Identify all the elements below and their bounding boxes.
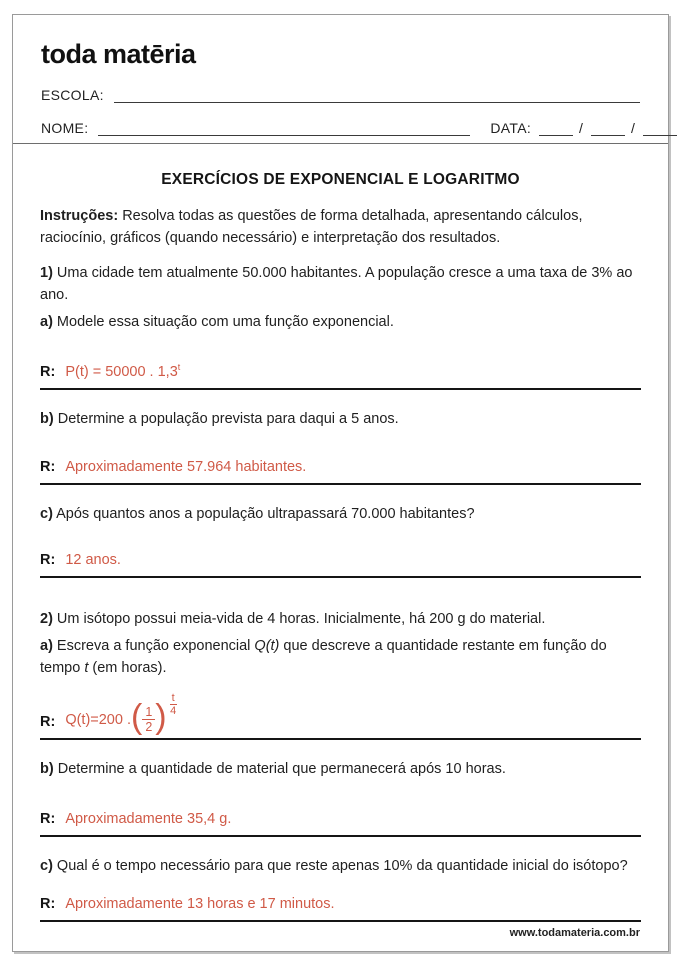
question-2c-label: c) — [40, 857, 53, 874]
name-label: NOME: — [41, 120, 89, 136]
answer-1b-row — [40, 456, 641, 485]
date-month-blank — [591, 122, 625, 136]
close-paren: ) — [155, 698, 167, 737]
exponent-denominator: 4 — [170, 705, 177, 718]
question-2a-label: a) — [40, 637, 53, 654]
question-1b — [40, 408, 641, 430]
name-date-row — [41, 120, 640, 136]
exponent-numerator: t — [171, 691, 175, 704]
answer-1a-value — [65, 361, 180, 383]
question-2c — [40, 855, 641, 877]
fraction-denominator: 2 — [145, 720, 153, 735]
answer-2c-value: Aproximadamente 13 horas e 17 minutos. — [65, 895, 335, 912]
answer-1c-row — [40, 549, 641, 578]
formula-prefix: Q(t)=200 . — [65, 711, 131, 728]
question-1c — [40, 503, 641, 525]
header-divider — [13, 143, 668, 144]
date-slash: / — [579, 120, 583, 136]
question-2a-math-qt: Q(t) — [254, 637, 280, 654]
question-1a — [40, 311, 641, 333]
instructions-label: Instruções: — [40, 207, 119, 224]
question-1-text: Uma cidade tem atualmente 50.000 habitantes. A população cresce a uma taxa de 3% ao ano. — [40, 264, 633, 303]
question-1a-label: a) — [40, 313, 53, 330]
question-2a-math-t: t — [84, 659, 89, 676]
answer-2b-value: Aproximadamente 35,4 g. — [65, 810, 232, 827]
answer-1a-row — [40, 361, 641, 390]
answer-2c-row — [40, 893, 641, 922]
question-2a-text-3: (em horas). — [88, 659, 167, 676]
header — [13, 15, 668, 143]
website-url: www.todamateria.com.br — [509, 927, 640, 939]
question-1a-text: Modele essa situação com uma função exponencial. — [52, 313, 394, 330]
question-1c-label: c) — [40, 505, 53, 522]
answer-2a-row — [40, 691, 641, 740]
question-2a-text-1: Escreva a função exponencial — [52, 637, 255, 654]
answer-label: R: — [40, 458, 56, 475]
question-2b-text: Determine a quantidade de material que permanecerá após 10 horas. — [53, 760, 506, 777]
worksheet-title: EXERCÍCIOS DE EXPONENCIAL E LOGARITMO — [161, 171, 520, 188]
name-blank-line — [98, 122, 470, 136]
question-1-number: 1) — [40, 264, 53, 281]
fraction-numerator: 1 — [142, 705, 155, 720]
answer-label: R: — [40, 551, 56, 568]
date-day-blank — [539, 122, 573, 136]
exponent-fraction — [170, 692, 177, 718]
toda-materia-logo: toda matēria — [41, 39, 196, 69]
instructions — [40, 205, 641, 249]
question-2-text: Um isótopo possui meia-vida de 4 horas. Inicialmente, há 200 g do material. — [52, 610, 546, 627]
answer-1c-value: 12 anos. — [65, 551, 121, 568]
answer-2a-formula — [65, 691, 177, 737]
question-1-stem — [40, 262, 641, 306]
instructions-text: Resolva todas as questões de forma detalhada, apresentando cálculos, raciocínio, gráficos (quando necessário) e interpretação dos resultados. — [40, 207, 583, 246]
date-slash: / — [630, 120, 635, 136]
open-paren: ( — [131, 698, 143, 737]
question-2b-label: b) — [40, 760, 54, 777]
question-2-number: 2) — [40, 610, 53, 627]
question-2a-text-2: que descreve a quantidade restante em função do tempo — [40, 637, 607, 676]
worksheet-sheet — [12, 14, 669, 952]
question-2b — [40, 758, 641, 780]
date-year-blank — [643, 122, 677, 136]
question-1b-text: Determine a população prevista para daqui a 5 anos. — [53, 410, 399, 427]
question-1c-text: Após quantos anos a população ultrapassará 70.000 habitantes? — [52, 505, 475, 522]
half-fraction — [142, 705, 155, 735]
answer-2b-row — [40, 808, 641, 837]
answer-label: R: — [40, 713, 56, 730]
worksheet-body — [13, 168, 668, 922]
question-2c-text: Qual é o tempo necessário para que reste apenas 10% da quantidade inicial do isótopo? — [52, 857, 628, 874]
date-group — [490, 120, 676, 136]
answer-1a-base: P(t) = 50000 . 1,3 — [65, 363, 178, 380]
answer-1a-exponent: t — [177, 361, 181, 372]
school-field-row — [41, 87, 640, 103]
question-2a — [40, 635, 641, 679]
school-blank-line — [114, 89, 640, 103]
answer-label: R: — [40, 895, 56, 912]
date-label: DATA: — [490, 120, 532, 136]
answer-label: R: — [40, 363, 56, 380]
answer-label: R: — [40, 810, 56, 827]
question-1b-label: b) — [40, 410, 54, 427]
answer-1b-value: Aproximadamente 57.964 habitantes. — [65, 458, 307, 475]
school-label: ESCOLA: — [41, 87, 104, 103]
question-2-stem — [40, 608, 641, 630]
